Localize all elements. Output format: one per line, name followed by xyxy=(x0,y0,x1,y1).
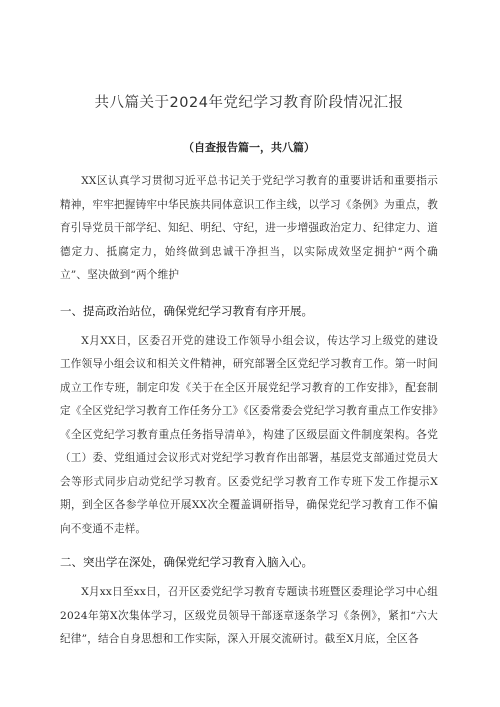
intro-paragraph: XX区认真学习贯彻习近平总书记关于党纪学习教育的重要讲话和重要指示精神，牢牢把握铸牢中华民族共同体意识工作主线，以学习《条例》为重点，教育引导党员干部学纪、知纪、明纪、守纪，进一步增强政治定力、纪律定力、道德定力、抵腐定力，始终做到忠诚干净担当，以实际成效坚定拥护“两个确立”、坚决做到“两个维护 xyxy=(60,175,438,281)
section-paragraph-1: X月XX日，区委召开党的建设工作领导小组会议，传达学习上级党的建设工作领导小组会议和相关文件精神，研究部署全区党纪学习教育工作。第一时间成立工作专班，制定印发《关于在全区开展党纪学习教育的工作安排》，配套制定《全区党纪学习教育工作任务分工》《区委常委会党纪学习教育重点工作安排》《全区党纪学习教育重点任务指导清单》，构建了区级层面文件制度架构。各党（工）委、党组通过会议形式对党纪学习教育作出部署，基层党支部通过党员大会等形式同步启动党纪学习教育。区委党纪学习教育工作专班下发工作提示X期，到全区各参学单位开展XX次全覆盖调研指导，确保党纪学习教育工作不偏向不变通不走样。 xyxy=(60,334,438,535)
section-heading-2: 二、突出学在深处，确保党纪学习教育入脑入心。 xyxy=(60,555,313,569)
section-paragraph-2: X月xx日至xx日，召开区委党纪学习教育专题读书班暨区委理论学习中心组2024年第X次集体学习，区级党员领导干部逐章逐条学习《条例》，紧扣“六大纪律”，结合自身思想和工作实际，深入开展交流研讨。截至X月底，全区各 xyxy=(60,586,438,645)
document-subtitle: （自查报告篇一，共八篇） xyxy=(183,141,315,154)
document-title: 共八篇关于2024年党纪学习教育阶段情况汇报 xyxy=(94,95,404,111)
section-heading-1: 一、提高政治站位，确保党纪学习教育有序开展。 xyxy=(60,303,313,318)
